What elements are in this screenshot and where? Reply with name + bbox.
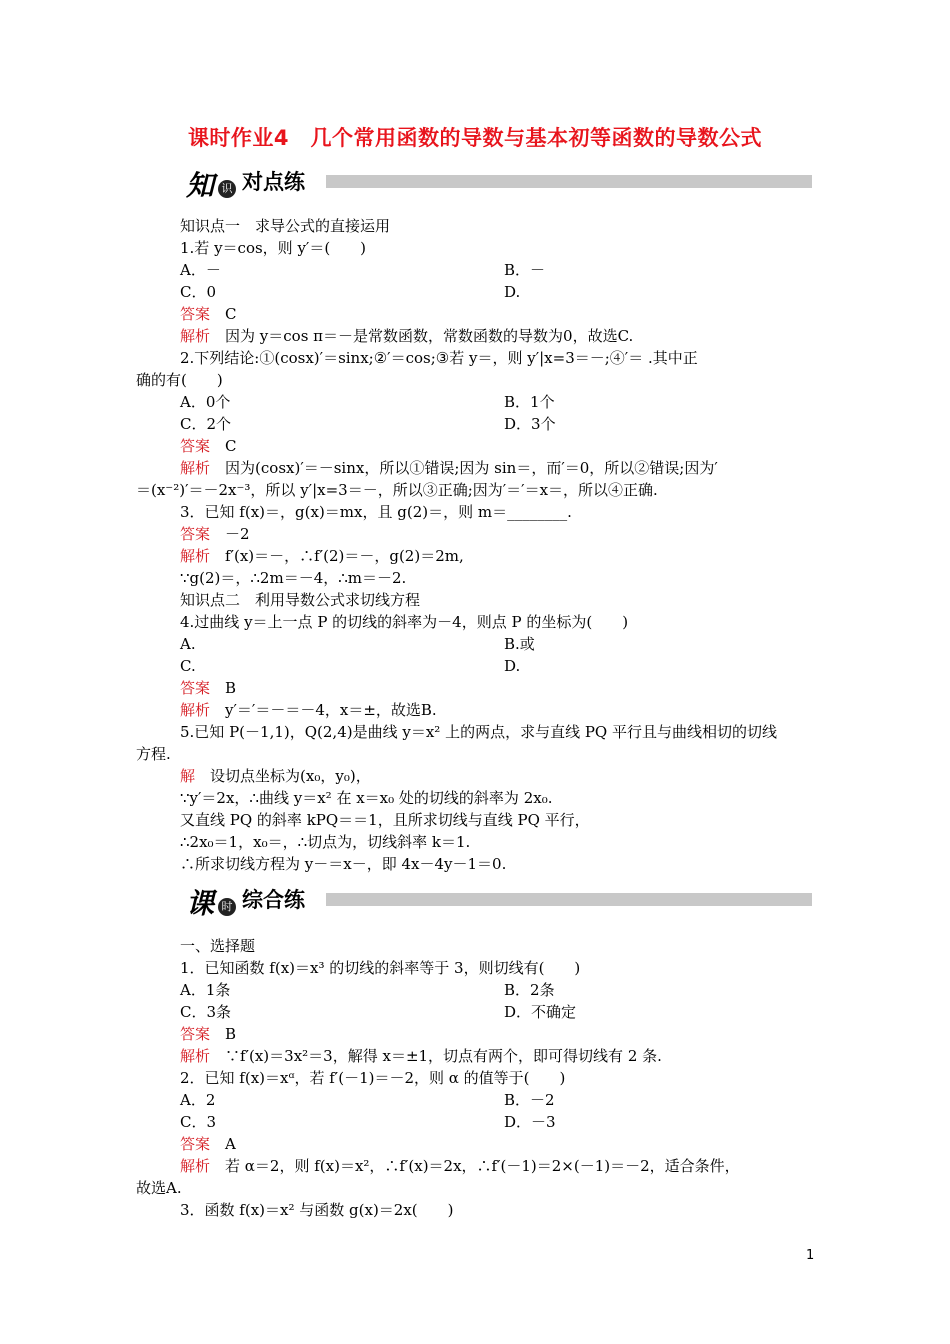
option-a: A．1条 xyxy=(180,981,231,999)
banner-big-char: 知 xyxy=(186,169,215,202)
analysis-label: 解析 xyxy=(180,547,211,565)
option-c: C．3 xyxy=(180,1113,217,1131)
option-d: D．3个 xyxy=(504,415,556,433)
option-d: D. xyxy=(504,283,521,301)
section-heading: 知识点一 求导公式的直接运用 xyxy=(180,217,391,235)
analysis-line xyxy=(180,1046,662,1067)
solution-label: 解 xyxy=(180,767,196,785)
option-b: B．－2 xyxy=(504,1091,555,1109)
answer-label: 答案 xyxy=(180,525,211,543)
option-d: D. xyxy=(504,657,521,675)
answer-label: 答案 xyxy=(180,305,211,323)
banner-bar xyxy=(326,893,812,906)
answer-label: 答案 xyxy=(180,679,211,697)
answer-label: 答案 xyxy=(180,437,211,455)
question-text: 3．已知 f(x)＝，g(x)＝mx，且 g(2)＝，则 m＝________. xyxy=(180,503,572,521)
option-d: D．－3 xyxy=(504,1113,556,1131)
question-text: 3．函数 f(x)＝x² 与函数 g(x)＝2x( ) xyxy=(180,1201,454,1219)
option-a: A．0个 xyxy=(180,393,231,411)
answer-line xyxy=(180,304,237,325)
analysis-text-wrap: ＝(x⁻²)′＝－2x⁻³，所以 y′|x=3＝－，所以③正确;因为′＝′＝x＝，所以④正确. xyxy=(136,481,658,499)
section-heading: 一、选择题 xyxy=(180,937,256,955)
banner-small-char: 识 xyxy=(218,180,236,198)
solution-text: 设切点坐标为(x₀，y₀)， xyxy=(210,767,371,785)
page-number: 1 xyxy=(806,1248,815,1263)
answer-line xyxy=(180,678,236,699)
solution-line xyxy=(180,766,371,787)
banner-big-char: 课 xyxy=(186,887,215,920)
option-b: B．1个 xyxy=(504,393,555,411)
answer-value: C xyxy=(225,437,237,455)
answer-label: 答案 xyxy=(180,1025,211,1043)
solution-text: ∴所求切线方程为 y－＝x－，即 4x－4y－1＝0. xyxy=(180,855,507,873)
analysis-line xyxy=(180,458,718,479)
banner-small-char: 时 xyxy=(218,898,236,916)
section-heading: 知识点二 利用导数公式求切线方程 xyxy=(180,591,421,609)
analysis-line xyxy=(180,700,437,721)
question-text: 4.过曲线 y＝上一点 P 的切线的斜率为－4，则点 P 的坐标为( ) xyxy=(180,613,629,631)
question-text: 1．已知函数 f(x)＝x³ 的切线的斜率等于 3，则切线有( ) xyxy=(180,959,581,977)
option-c: C. xyxy=(180,657,196,675)
solution-text: ∴2x₀＝1，x₀＝，∴切点为，切线斜率 k＝1. xyxy=(180,833,471,851)
analysis-label: 解析 xyxy=(180,459,211,477)
banner-label: 对点练 xyxy=(242,170,305,194)
answer-line xyxy=(180,436,237,457)
analysis-line xyxy=(180,326,633,347)
analysis-line xyxy=(180,546,464,567)
question-text-wrap: 方程. xyxy=(136,745,171,763)
answer-label: 答案 xyxy=(180,1135,211,1153)
option-a: A．2 xyxy=(180,1091,216,1109)
answer-line xyxy=(180,524,250,545)
analysis-text: 因为(cosx)′＝－sinx，所以①错误;因为 sin＝，而′＝0，所以②错误;因为′ xyxy=(225,459,718,477)
option-b: B．2条 xyxy=(504,981,555,999)
answer-value: B xyxy=(225,1025,237,1043)
option-b: B.或 xyxy=(504,635,535,653)
analysis-text-cont: ∵g(2)＝，∴2m＝－4，∴m＝－2. xyxy=(180,569,407,587)
analysis-text: 因为 y＝cos π＝－是常数函数，常数函数的导数为0，故选C. xyxy=(225,327,634,345)
section-banner-knowledge xyxy=(180,166,812,202)
analysis-text: y′＝′＝－＝－4，x＝±，故选B. xyxy=(225,701,437,719)
question-text: 1.若 y＝cos，则 y′＝( ) xyxy=(180,239,367,257)
banner-label: 综合练 xyxy=(242,888,305,912)
analysis-text: 若 α＝2，则 f(x)＝x²，∴f′(x)＝2x，∴f′(－1)＝2×(－1)＝－2，适合条件， xyxy=(225,1157,740,1175)
question-text: 2．已知 f(x)＝xᵅ，若 f′(－1)＝－2，则 α 的值等于( ) xyxy=(180,1069,566,1087)
analysis-label: 解析 xyxy=(180,701,211,719)
analysis-line xyxy=(180,1156,740,1177)
answer-value: －2 xyxy=(225,525,250,543)
question-text: 5.已知 P(－1,1)，Q(2,4)是曲线 y＝x² 上的两点，求与直线 PQ 平行且与曲线相切的切线 xyxy=(180,723,778,741)
option-d: D．不确定 xyxy=(504,1003,577,1021)
question-text-wrap: 确的有( ) xyxy=(136,371,223,389)
solution-text: ∵y′＝2x，∴曲线 y＝x² 在 x＝x₀ 处的切线的斜率为 2x₀. xyxy=(180,789,553,807)
option-b: B．－ xyxy=(504,261,546,279)
answer-line xyxy=(180,1134,236,1155)
question-text: 2.下列结论:①(cosx)′＝sinx;②′＝cos;③若 y＝，则 y′|x=3＝－;④′＝ .其中正 xyxy=(180,349,698,367)
analysis-text: f′(x)＝－，∴f′(2)＝－，g(2)＝2m, xyxy=(225,547,464,565)
answer-value: C xyxy=(225,305,237,323)
solution-text: 又直线 PQ 的斜率 kPQ＝＝1，且所求切线与直线 PQ 平行， xyxy=(180,811,590,829)
analysis-text: ∵f′(x)＝3x²＝3，解得 x＝±1，切点有两个，即可得切线有 2 条. xyxy=(225,1047,662,1065)
analysis-label: 解析 xyxy=(180,327,211,345)
answer-value: B xyxy=(225,679,237,697)
page-title: 课时作业4 几个常用函数的导数与基本初等函数的导数公式 xyxy=(187,126,763,150)
banner-bar xyxy=(326,175,812,188)
option-a: A. xyxy=(180,635,196,653)
analysis-label: 解析 xyxy=(180,1047,211,1065)
option-a: A．－ xyxy=(180,261,221,279)
option-c: C．0 xyxy=(180,283,217,301)
option-c: C．3条 xyxy=(180,1003,232,1021)
section-banner-comprehensive xyxy=(180,884,812,920)
answer-value: A xyxy=(225,1135,236,1153)
answer-line xyxy=(180,1024,236,1045)
analysis-text-wrap: 故选A. xyxy=(136,1179,182,1197)
option-c: C．2个 xyxy=(180,415,232,433)
analysis-label: 解析 xyxy=(180,1157,211,1175)
